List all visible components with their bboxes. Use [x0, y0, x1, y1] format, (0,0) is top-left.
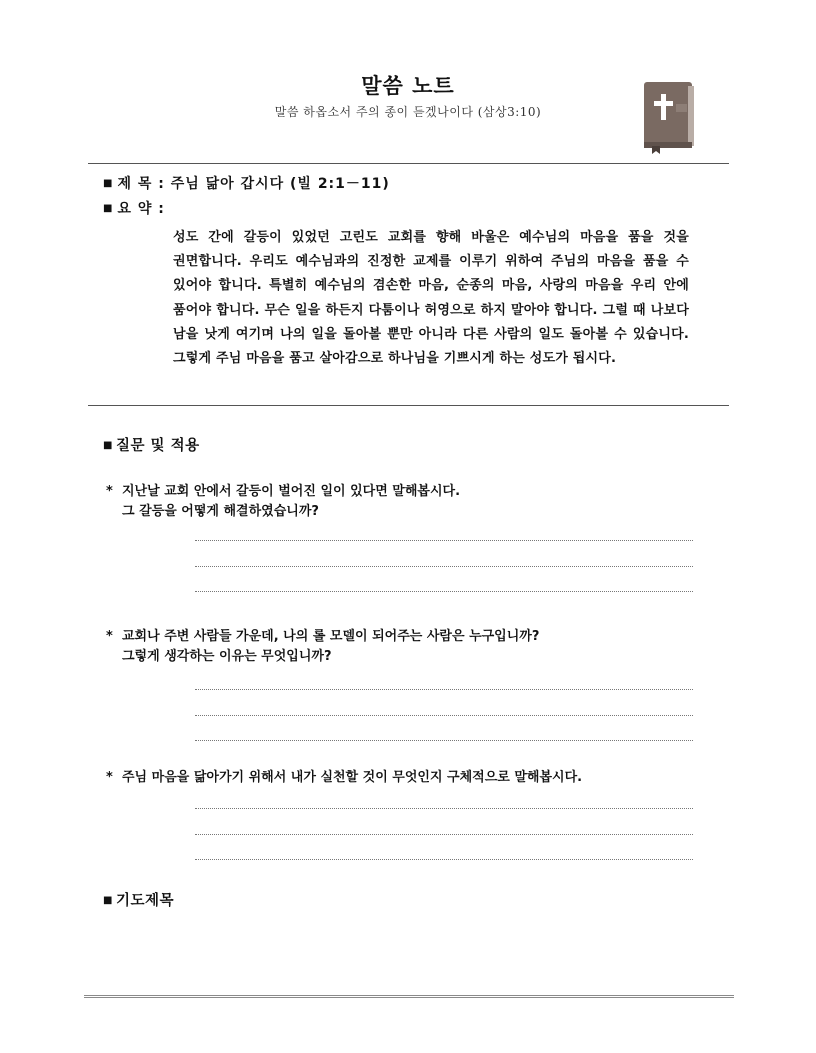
page-title: 말씀 노트	[361, 74, 455, 98]
question-1	[106, 482, 460, 522]
page-subtitle: 말씀 하옵소서 주의 종이 듣겠나이다 (삼상3:10)	[274, 105, 542, 119]
section-divider	[88, 405, 729, 406]
question-2-line2: 그렇게 생각하는 이유는 무엇입니까?	[122, 649, 332, 664]
answer-line[interactable]	[195, 689, 693, 690]
bullet-square-icon: ■	[103, 895, 113, 906]
answer-line[interactable]	[195, 591, 693, 592]
footer-divider	[84, 995, 734, 998]
bible-icon	[638, 80, 698, 154]
answer-line[interactable]	[195, 859, 693, 860]
answer-line[interactable]	[195, 834, 693, 835]
answer-line[interactable]	[195, 566, 693, 567]
answer-line[interactable]	[195, 740, 693, 741]
answer-line[interactable]	[195, 808, 693, 809]
bullet-square-icon: ■	[103, 203, 114, 214]
question-3-line1: 주님 마음을 닮아가기 위해서 내가 실천할 것이 무엇인지 구체적으로 말해봅시다.	[122, 770, 583, 785]
star-icon: *	[106, 629, 113, 644]
summary-row	[103, 198, 165, 218]
question-1-line2: 그 갈등을 어떻게 해결하였습니까?	[122, 504, 319, 519]
question-2	[106, 627, 539, 667]
question-3	[106, 768, 582, 788]
answer-line[interactable]	[195, 715, 693, 716]
star-icon: *	[106, 770, 113, 785]
star-icon: *	[106, 484, 113, 499]
prayer-heading	[103, 889, 174, 910]
question-1-line1: 지난날 교회 안에서 갈등이 벌어진 일이 있다면 말해봅시다.	[122, 484, 461, 499]
subject-value: 주님 닮아 갑시다 (빌 2:1－11)	[170, 176, 390, 192]
qa-heading	[103, 434, 200, 455]
subject-row	[103, 173, 390, 193]
question-2-line1: 교회나 주변 사람들 가운데, 나의 롤 모델이 되어주는 사람은 누구입니까?	[122, 629, 540, 644]
summary-text: 성도 간에 갈등이 있었던 고린도 교회를 향해 바울은 예수님의 마음을 품을 것을 권면합니다. 우리도 예수님과의 진정한 교제를 이루기 위하여 주님의 마음을 품을 수 있어야 합니다. 특별히 예수님의 겸손한 마음, 순종의 마음, 사랑의 마음을 우리 안에 품어야 합니다. 무슨 일을 하든지 다툼이나 허영으로 하지 말아야 합니다. 그럴 때 나보다 남을 낫게 여기며 나의 일을 돌아볼 뿐만 아니라 다른 사람의 일도 돌아볼 수 있습니다. 그렇게 주님 마음을 품고 살아감으로 하나님을 기쁘시게 하는 성도가 됩시다.	[173, 230, 689, 367]
bullet-square-icon: ■	[103, 178, 114, 189]
bullet-square-icon: ■	[103, 440, 113, 451]
answer-line[interactable]	[195, 540, 693, 541]
summary-label: 요 약 :	[117, 201, 165, 217]
prayer-heading-text: 기도제목	[115, 893, 174, 909]
qa-heading-text: 질문 및 적용	[115, 438, 200, 454]
header-divider	[88, 163, 729, 164]
subject-label: 제 목 :	[117, 176, 165, 192]
